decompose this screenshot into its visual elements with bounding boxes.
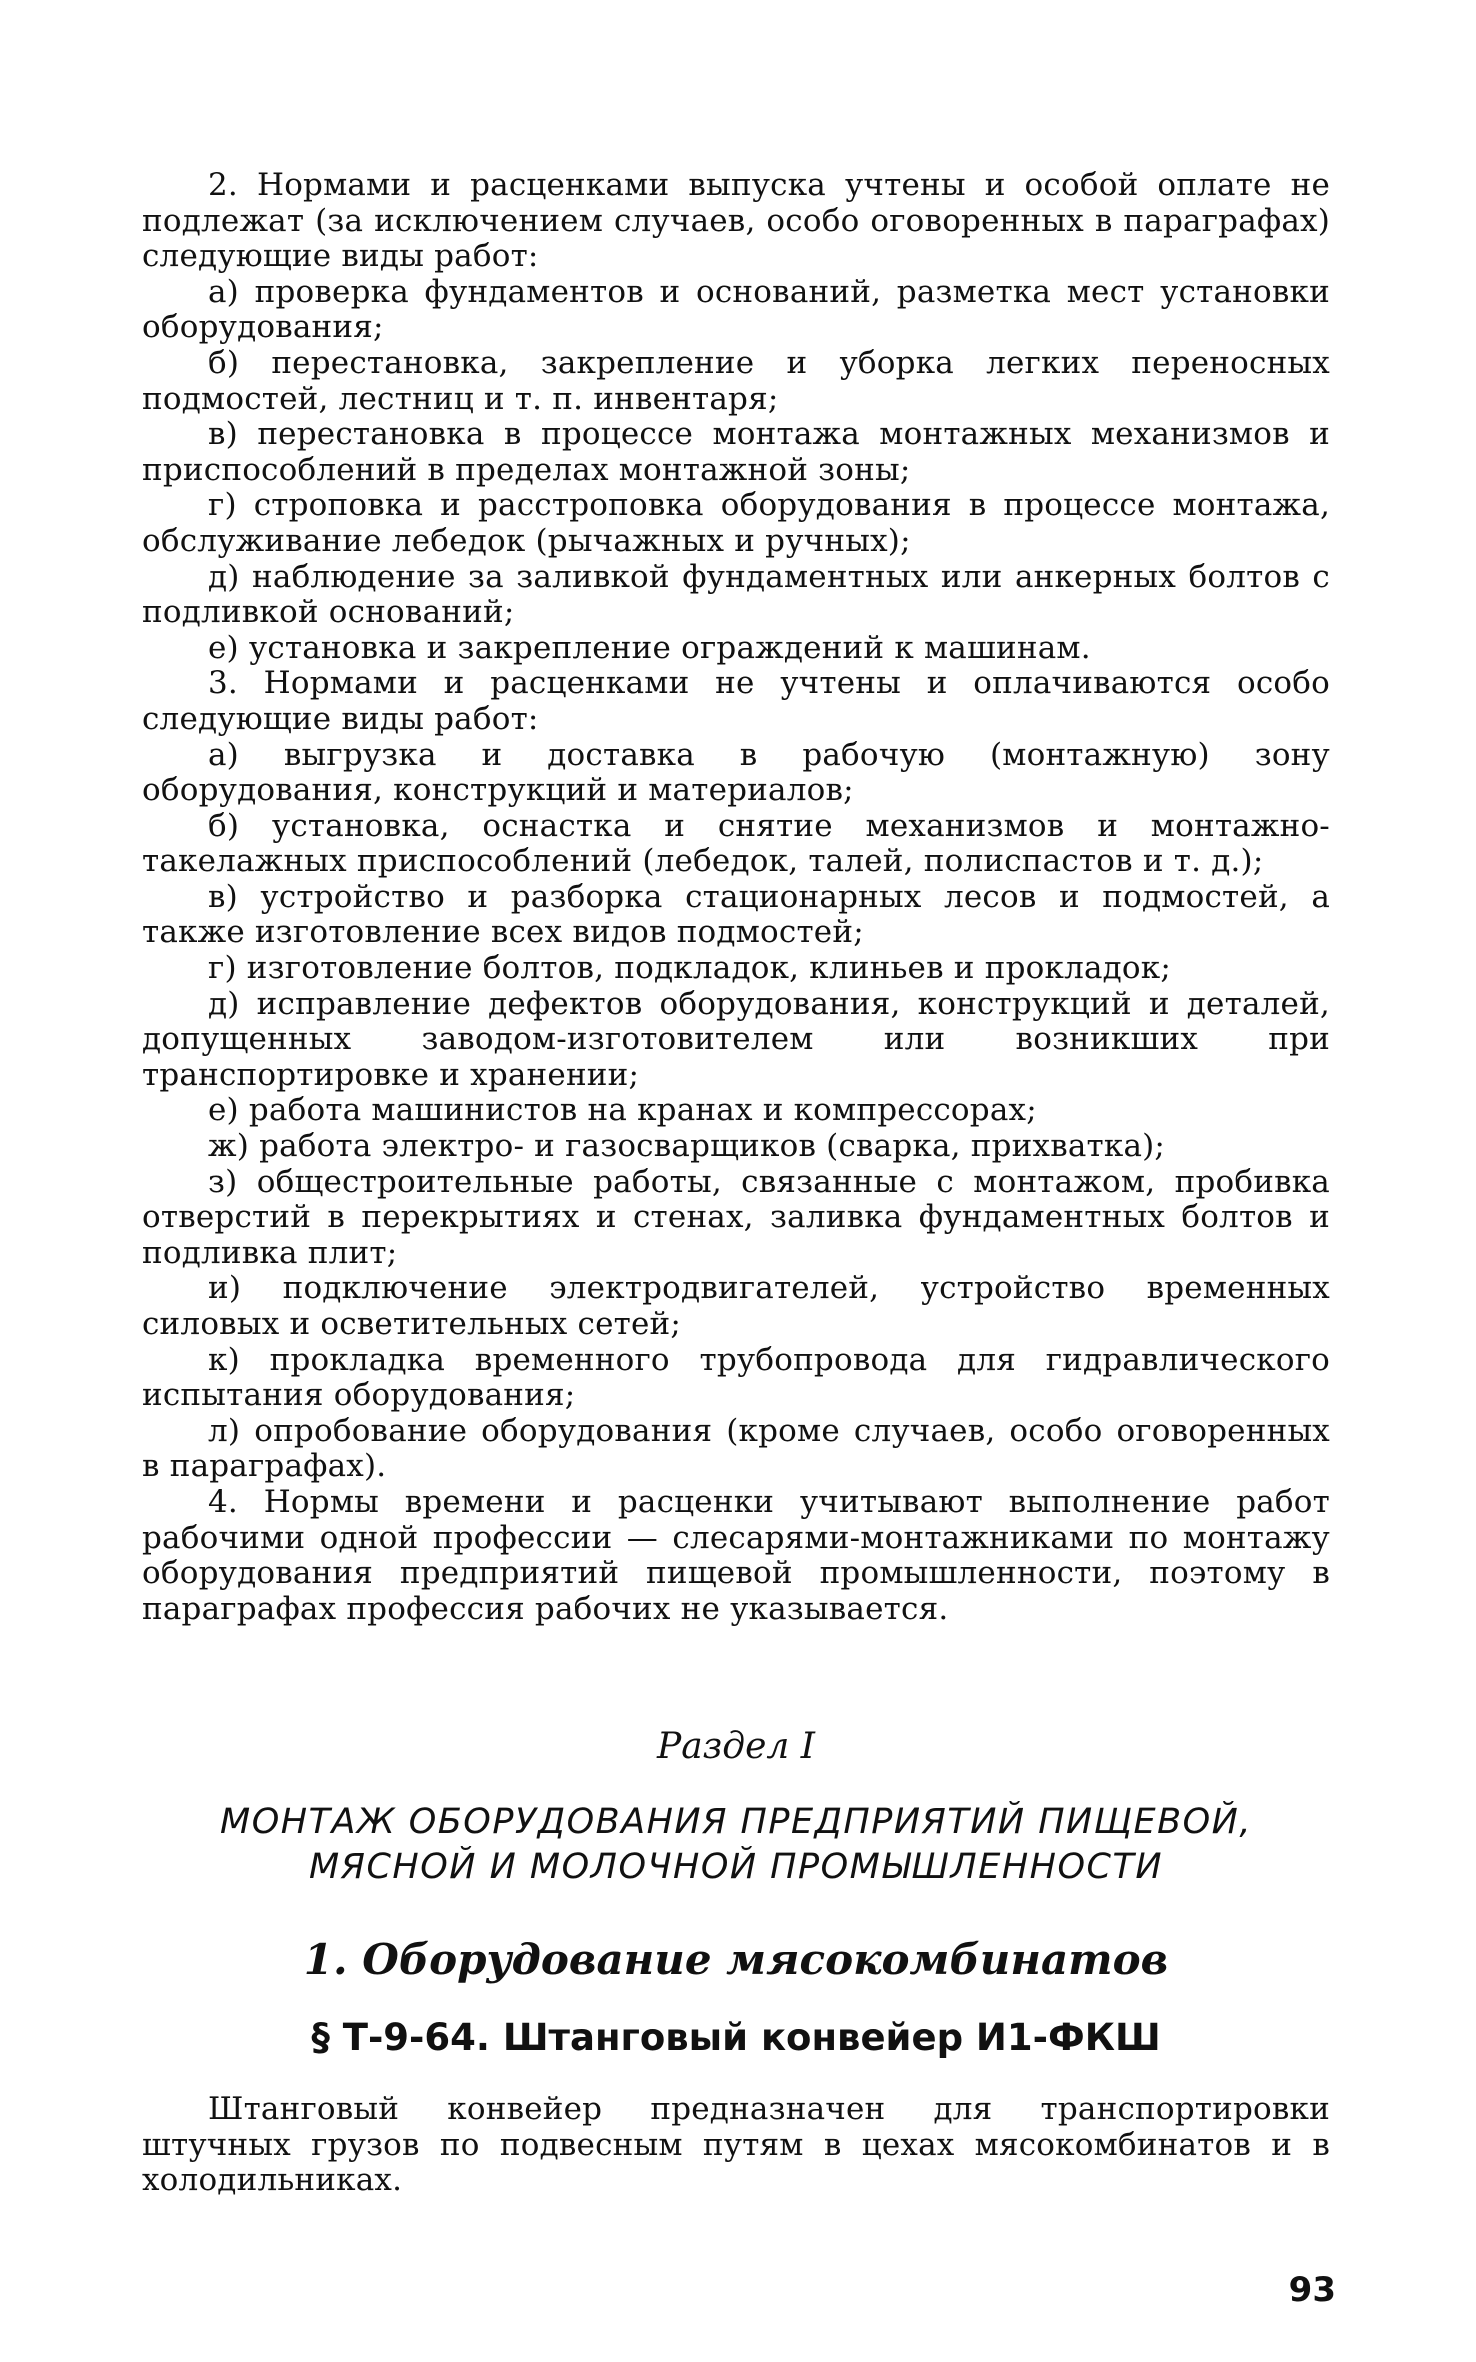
page-number: 93 [1288, 2270, 1336, 2310]
list-item: и) подключение электродвигателей, устройство временных силовых и осветительных сетей; [142, 1270, 1330, 1342]
list-item: а) проверка фундаментов и оснований, разметка мест установки оборудования; [142, 273, 1330, 346]
paragraph: Штанговый конвейер предназначен для транспортировки штучных грузов по подвесным путям в цехах мясокомбинатов и в холодильниках. [142, 2091, 1330, 2199]
section-title [142, 1800, 1330, 1890]
paragraph-heading: § Т-9-64. Штанговый конвейер И1-ФКШ [311, 2016, 1161, 2059]
body-text [142, 168, 1330, 1627]
section-title-line: МЯСНОЙ И МОЛОЧНОЙ ПРОМЫШЛЕННОСТИ [308, 1847, 1164, 1887]
section-title-line: МОНТАЖ ОБОРУДОВАНИЯ ПРЕДПРИЯТИЙ ПИЩЕВОЙ, [220, 1802, 1252, 1842]
paragraph: 2. Нормами и расценками выпуска учтены и особой оплате не подлежат (за исключением случаев, особо оговоренных в параграфах) следующие виды работ: [142, 167, 1330, 275]
chapter-title: 1. Оборудование мясокомбинатов [303, 1935, 1169, 1984]
paragraph: 4. Нормы времени и расценки учитывают выполнение работ рабочими одной профессии — слесарями-монтажниками по монтажу оборудования предприятий пищевой промышленности, поэтому в параграфах профессия рабочих не указывается. [142, 1483, 1330, 1627]
list-item: з) общестроительные работы, связанные с монтажом, пробивка отверстий в перекрытиях и стенах, заливка фундаментных болтов и подливка плит; [142, 1163, 1330, 1271]
list-item: б) установка, оснастка и снятие механизмов и монтажно-такелажных приспособлений (лебедок, талей, полиспастов и т. д.); [142, 807, 1330, 880]
intro-text [142, 2092, 1330, 2199]
list-item: к) прокладка временного трубопровода для гидравлического испытания оборудования; [142, 1341, 1330, 1414]
list-item: а) выгрузка и доставка в рабочую (монтажную) зону оборудования, конструкций и материалов; [142, 736, 1330, 809]
list-item: г) изготовление болтов, подкладок, клиньев и прокладок; [208, 950, 1172, 987]
list-item: л) опробование оборудования (кроме случаев, особо оговоренных в параграфах). [142, 1412, 1330, 1485]
list-item: д) исправление дефектов оборудования, конструкций и деталей, допущенных заводом-изготовителем или возникших при транспортировке и хранении; [142, 985, 1330, 1093]
list-item: в) перестановка в процессе монтажа монтажных механизмов и приспособлений в пределах монтажной зоны; [142, 416, 1330, 488]
list-item: г) строповка и расстроповка оборудования в процессе монтажа, обслуживание лебедок (рычажных и ручных); [142, 487, 1330, 559]
section-label: Раздел I [656, 1726, 816, 1767]
list-item: е) установка и закрепление ограждений к машинам. [208, 629, 1091, 666]
list-item: в) устройство и разборка стационарных лесов и подмостей, а также изготовление всех видов подмостей; [142, 878, 1330, 951]
list-item: д) наблюдение за заливкой фундаментных или анкерных болтов с подливкой оснований; [142, 558, 1330, 631]
list-item: е) работа машинистов на кранах и компрессорах; [208, 1092, 1037, 1129]
list-item: ж) работа электро- и газосварщиков (сварка, прихватка); [208, 1128, 1166, 1165]
paragraph: 3. Нормами и расценками не учтены и оплачиваются особо следующие виды работ: [142, 665, 1330, 737]
list-item: б) перестановка, закрепление и уборка легких переносных подмостей, лестниц и т. п. инвентаря; [142, 344, 1330, 417]
